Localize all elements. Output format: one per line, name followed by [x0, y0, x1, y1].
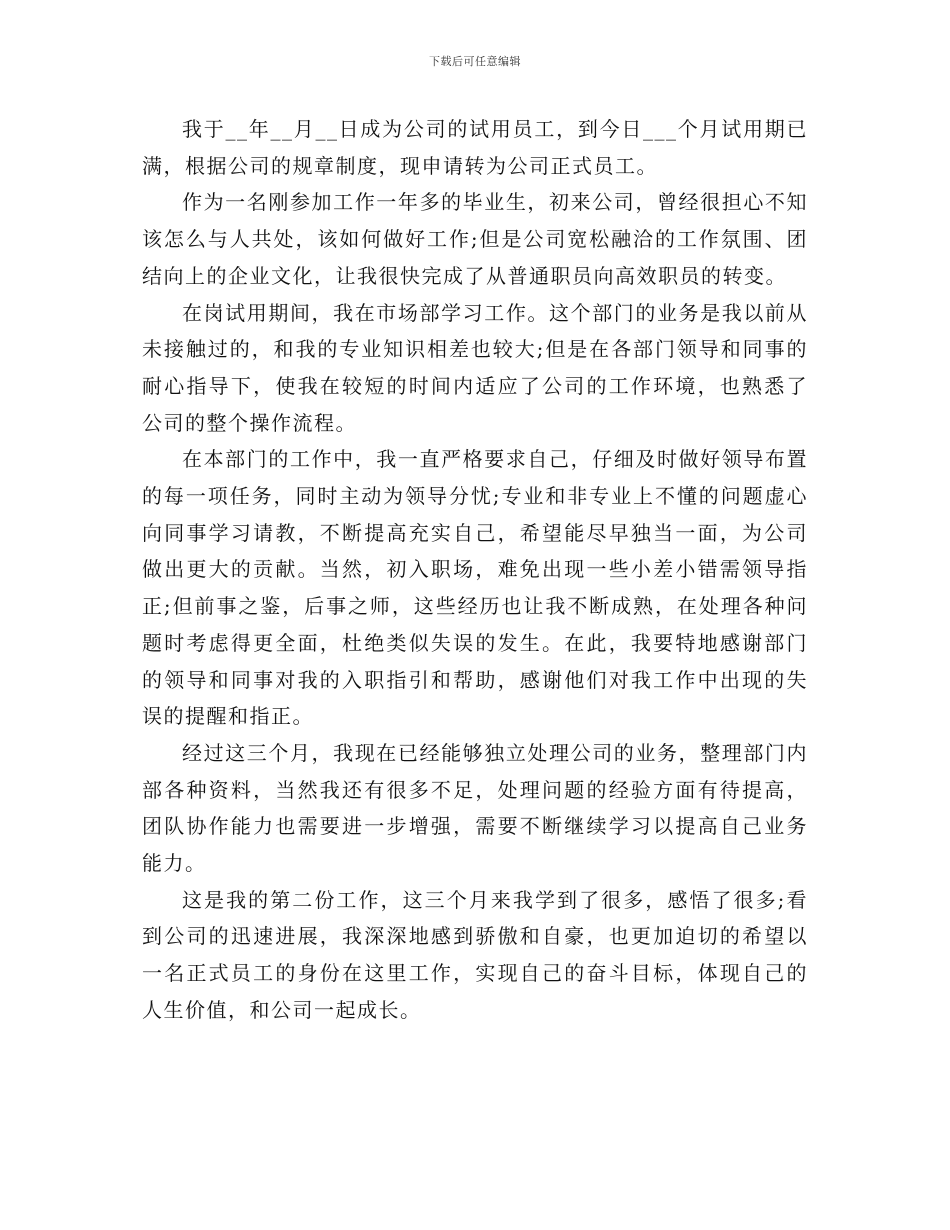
- paragraph-2: 作为一名刚参加工作一年多的毕业生，初来公司，曾经很担心不知该怎么与人共处，该如何做好工作;但是公司宽松融洽的工作氛围、团结向上的企业文化，让我很快完成了从普通职员向高效职员的转变。: [142, 190, 808, 288]
- paragraph-4: 在本部门的工作中，我一直严格要求自己，仔细及时做好领导布置的每一项任务，同时主动为领导分忧;专业和非专业上不懂的问题虚心向同事学习请教，不断提高充实自己，希望能尽早独当一面，为公司做出更大的贡献。当然，初入职场，难免出现一些小差小错需领导指正;但前事之鉴，后事之师，这些经历也让我不断成熟，在处理各种问题时考虑得更全面，杜绝类似失误的发生。在此，我要特地感谢部门的领导和同事对我的入职指引和帮助，感谢他们对我工作中出现的失误的提醒和指正。: [142, 447, 808, 729]
- paragraph-5: 经过这三个月，我现在已经能够独立处理公司的业务，整理部门内部各种资料，当然我还有很多不足，处理问题的经验方面有待提高，团队协作能力也需要进一步增强，需要不断继续学习以提高自己业务能力。: [142, 740, 808, 876]
- document-body: [142, 111, 808, 1029]
- paragraph-6: 这是我的第二份工作，这三个月来我学到了很多，感悟了很多;看到公司的迅速进展，我深深地感到骄傲和自豪，也更加迫切的希望以一名正式员工的身份在这里工作，实现自己的奋斗目标，体现自己的人生价值，和公司一起成长。: [142, 887, 808, 1022]
- paragraph-3: 在岗试用期间，我在市场部学习工作。这个部门的业务是我以前从未接触过的，和我的专业知识相差也较大;但是在各部门领导和同事的耐心指导下，使我在较短的时间内适应了公司的工作环境，也熟悉了公司的整个操作流程。: [142, 300, 808, 435]
- paragraph-1: 我于__年__月__日成为公司的试用员工，到今日___个月试用期已满，根据公司的规章制度，现申请转为公司正式员工。: [142, 117, 808, 178]
- page-header-note: 下载后可任意编辑: [429, 55, 521, 68]
